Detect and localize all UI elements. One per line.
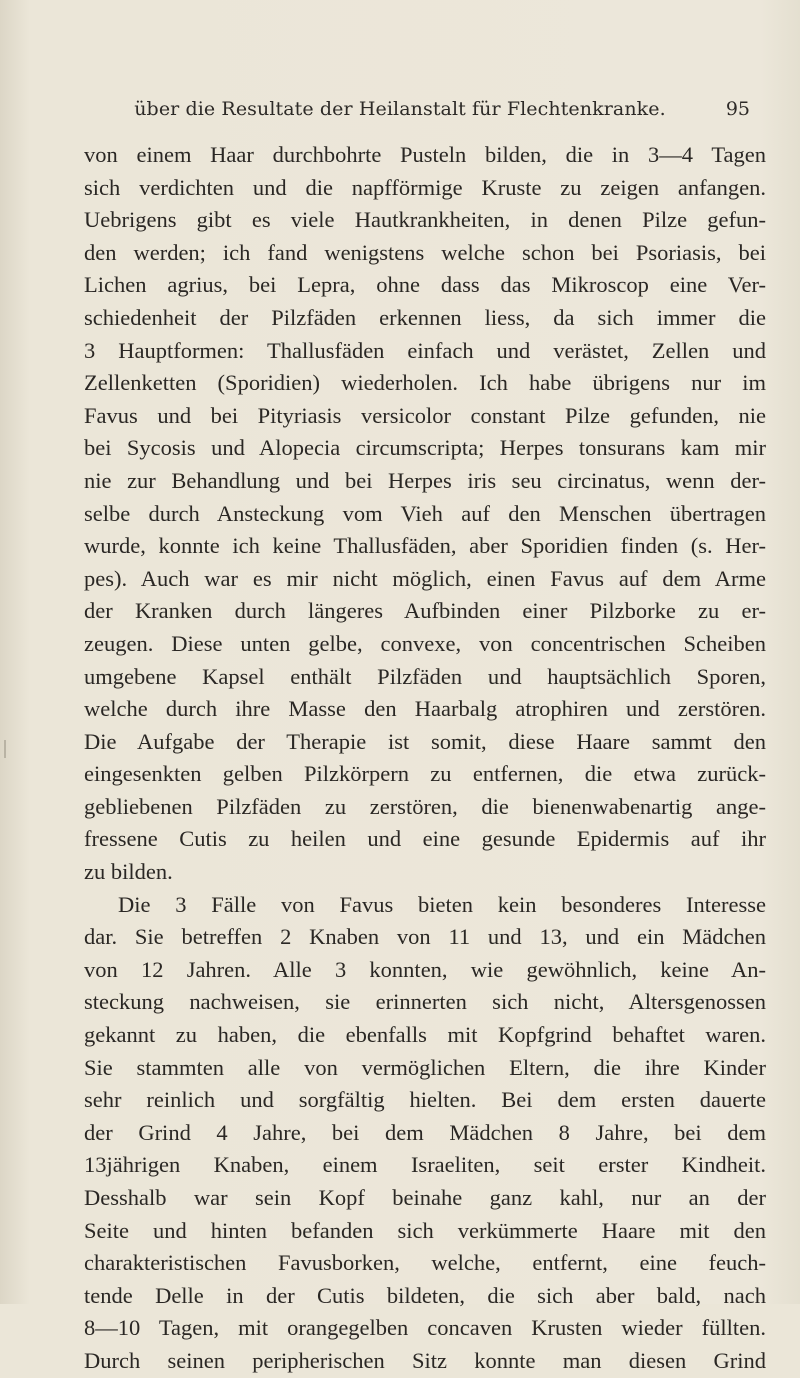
text-line: nie zur Behandlung und bei Herpes iris seu circinatus, wenn der- bbox=[84, 467, 766, 493]
text-line: sich verdichten und die napfförmige Kruste zu zeigen anfangen. bbox=[84, 174, 766, 200]
text-line: 3 Hauptformen: Thallusfäden einfach und verästet, Zellen und bbox=[84, 337, 766, 363]
text-line: dar. Sie betreffen 2 Knaben von 11 und 13, und ein Mädchen bbox=[84, 924, 766, 950]
text-line: der Kranken durch längeres Aufbinden einer Pilzborke zu er- bbox=[84, 598, 766, 624]
text-line: 8—10 Tagen, mit orangegelben concaven Krusten wieder füllten. bbox=[84, 1315, 766, 1341]
running-head bbox=[0, 98, 800, 128]
text-line: sehr reinlich und sorgfältig hielten. Bei dem ersten dauerte bbox=[84, 1087, 766, 1113]
paragraph-2 bbox=[84, 889, 766, 1378]
text-line: zeugen. Diese unten gelbe, convexe, von concentrischen Scheiben bbox=[84, 630, 766, 656]
text-line: Zellenketten (Sporidien) wiederholen. Ich habe übrigens nur im bbox=[84, 370, 766, 396]
text-line: den werden; ich fand wenigstens welche schon bei Psoriasis, bei bbox=[84, 239, 766, 265]
text-line: von einem Haar durchbohrte Pusteln bilden, die in 3—4 Tagen bbox=[84, 142, 766, 167]
text-line: welche durch ihre Masse den Haarbalg atrophiren und zerstören. bbox=[84, 696, 766, 722]
paragraph-1 bbox=[84, 139, 766, 889]
text-line: bei Sycosis und Alopecia circumscripta; Herpes tonsurans kam mir bbox=[84, 435, 766, 461]
text-line: Durch seinen peripherischen Sitz konnte man diesen Grind bbox=[84, 1347, 766, 1373]
text-line: selbe durch Ansteckung vom Vieh auf den Menschen übertragen bbox=[84, 500, 766, 526]
text-line: tende Delle in der Cutis bildeten, die sich aber bald, nach bbox=[84, 1282, 766, 1308]
text-line: der Grind 4 Jahre, bei dem Mädchen 8 Jahre, bei dem bbox=[84, 1119, 766, 1145]
text-line: Die Aufgabe der Therapie ist somit, diese Haare sammt den bbox=[84, 728, 766, 754]
text-line: eingesenkten gelben Pilzkörpern zu entfernen, die etwa zurück- bbox=[84, 761, 766, 787]
page-number: 95 bbox=[725, 98, 750, 120]
text-line: Favus und bei Pityriasis versicolor constant Pilze gefunden, nie bbox=[84, 402, 766, 428]
text-line: gebliebenen Pilzfäden zu zerstören, die bienenwabenartig ange- bbox=[84, 793, 766, 819]
text-line: gekannt zu haben, die ebenfalls mit Kopfgrind behaftet waren. bbox=[84, 1022, 766, 1048]
text-line: fressene Cutis zu heilen und eine gesunde Epidermis auf ihr bbox=[84, 826, 766, 852]
text-line: steckung nachweisen, sie erinnerten sich nicht, Altersgenossen bbox=[84, 989, 766, 1015]
text-line: Seite und hinten befanden sich verkümmerte Haare mit den bbox=[84, 1217, 766, 1243]
text-line: Desshalb war sein Kopf beinahe ganz kahl, nur an der bbox=[84, 1185, 766, 1210]
text-line: Die 3 Fälle von Favus bieten kein besonderes Interesse bbox=[118, 891, 766, 917]
text-line: charakteristischen Favusborken, welche, entfernt, eine feuch- bbox=[84, 1250, 766, 1276]
text-line: umgebene Kapsel enthält Pilzfäden und hauptsächlich Sporen, bbox=[84, 663, 766, 689]
text-line: Sie stammten alle von vermöglichen Eltern, die ihre Kinder bbox=[84, 1054, 766, 1080]
text-line: zu bilden. bbox=[84, 859, 173, 885]
text-line: wurde, konnte ich keine Thallusfäden, aber Sporidien finden (s. Her- bbox=[84, 533, 766, 559]
text-line: 13jährigen Knaben, einem Israeliten, seit erster Kindheit. bbox=[84, 1152, 766, 1178]
running-title: über die Resultate der Heilanstalt für Flechtenkranke. bbox=[134, 98, 666, 120]
text-line: von 12 Jahren. Alle 3 konnten, wie gewöhnlich, keine An- bbox=[84, 956, 766, 982]
text-line: schiedenheit der Pilzfäden erkennen liess, da sich immer die bbox=[84, 304, 766, 330]
margin-mark bbox=[4, 740, 6, 758]
text-line: Lichen agrius, bei Lepra, ohne dass das Mikroscop eine Ver- bbox=[84, 272, 766, 298]
body-text bbox=[84, 139, 766, 1378]
text-line: pes). Auch war es mir nicht möglich, einen Favus auf dem Arme bbox=[84, 565, 766, 591]
text-line: Uebrigens gibt es viele Hautkrankheiten, in denen Pilze gefun- bbox=[84, 207, 766, 233]
